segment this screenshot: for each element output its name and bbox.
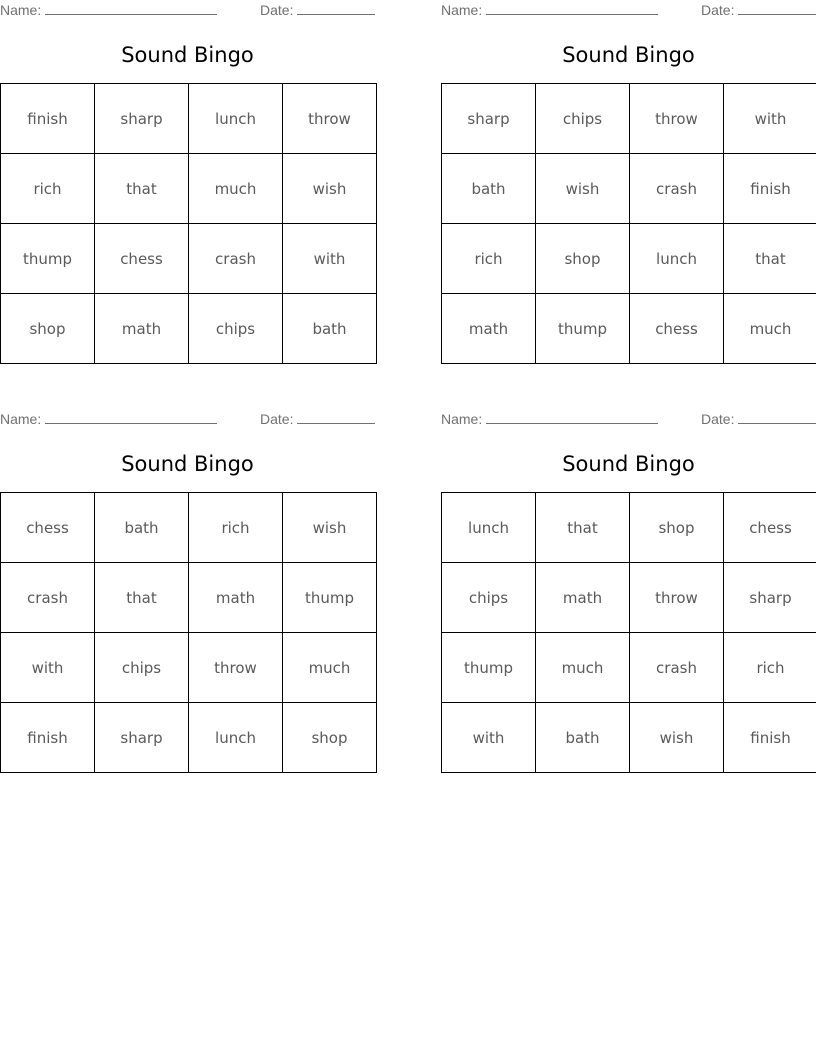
bingo-row: [442, 703, 816, 773]
bingo-row: [442, 633, 816, 703]
bingo-cell[interactable]: shop: [283, 703, 377, 773]
bingo-grid: [441, 83, 816, 364]
bingo-cell[interactable]: crash: [1, 563, 95, 633]
bingo-cell[interactable]: thump: [283, 563, 377, 633]
bingo-cell[interactable]: finish: [1, 84, 95, 154]
bingo-row: [1, 563, 377, 633]
card-title: Sound Bingo: [562, 452, 695, 476]
bingo-cell[interactable]: wish: [630, 703, 724, 773]
date-field[interactable]: [701, 411, 816, 427]
bingo-cell[interactable]: finish: [724, 703, 816, 773]
bingo-cell[interactable]: thump: [536, 294, 630, 364]
bingo-cell[interactable]: crash: [189, 224, 283, 294]
bingo-cell[interactable]: with: [1, 633, 95, 703]
date-field[interactable]: [701, 2, 816, 18]
bingo-cell[interactable]: shop: [1, 294, 95, 364]
bingo-row: [1, 294, 377, 364]
bingo-grid: [441, 492, 816, 773]
bingo-cell[interactable]: lunch: [630, 224, 724, 294]
bingo-cell[interactable]: finish: [724, 154, 816, 224]
bingo-cell[interactable]: with: [724, 84, 816, 154]
bingo-cell[interactable]: chess: [630, 294, 724, 364]
bingo-cell[interactable]: math: [536, 563, 630, 633]
bingo-cell[interactable]: sharp: [442, 84, 536, 154]
card-header: [0, 411, 375, 429]
name-field[interactable]: [441, 2, 658, 18]
bingo-card: [0, 409, 375, 784]
bingo-cell[interactable]: math: [442, 294, 536, 364]
bingo-cell[interactable]: wish: [283, 493, 377, 563]
card-header: [441, 411, 816, 429]
bingo-cell[interactable]: thump: [1, 224, 95, 294]
bingo-cell[interactable]: wish: [283, 154, 377, 224]
card-title: Sound Bingo: [121, 452, 254, 476]
bingo-cell[interactable]: chess: [95, 224, 189, 294]
name-label: Name:: [441, 2, 483, 18]
bingo-row: [442, 224, 816, 294]
bingo-cell[interactable]: sharp: [95, 84, 189, 154]
name-label: Name:: [0, 2, 42, 18]
card-header: [441, 2, 816, 20]
bingo-cell[interactable]: throw: [189, 633, 283, 703]
bingo-cell[interactable]: lunch: [189, 703, 283, 773]
bingo-cell[interactable]: math: [189, 563, 283, 633]
bingo-grid: [0, 83, 377, 364]
bingo-cell[interactable]: that: [95, 563, 189, 633]
bingo-cell[interactable]: sharp: [95, 703, 189, 773]
bingo-cell[interactable]: rich: [189, 493, 283, 563]
name-label: Name:: [441, 411, 483, 427]
bingo-cell[interactable]: much: [189, 154, 283, 224]
bingo-cell[interactable]: rich: [724, 633, 816, 703]
name-label: Name:: [0, 411, 42, 427]
card-title: Sound Bingo: [121, 43, 254, 67]
date-blank-line[interactable]: [297, 2, 375, 15]
bingo-cell[interactable]: shop: [630, 493, 724, 563]
bingo-card: [441, 409, 816, 784]
bingo-row: [1, 493, 377, 563]
bingo-cell[interactable]: wish: [536, 154, 630, 224]
bingo-cell[interactable]: crash: [630, 154, 724, 224]
card-title: Sound Bingo: [562, 43, 695, 67]
name-field[interactable]: [0, 411, 217, 427]
bingo-cell[interactable]: that: [724, 224, 816, 294]
name-blank-line[interactable]: [486, 411, 658, 424]
bingo-card: [0, 0, 375, 375]
bingo-cell[interactable]: throw: [630, 84, 724, 154]
bingo-cell[interactable]: bath: [442, 154, 536, 224]
bingo-cell[interactable]: with: [283, 224, 377, 294]
bingo-row: [1, 84, 377, 154]
name-blank-line[interactable]: [45, 2, 217, 15]
date-label: Date:: [260, 411, 294, 427]
bingo-row: [442, 493, 816, 563]
bingo-cell[interactable]: rich: [442, 224, 536, 294]
bingo-row: [442, 84, 816, 154]
bingo-cell[interactable]: rich: [1, 154, 95, 224]
bingo-cell[interactable]: shop: [536, 224, 630, 294]
bingo-cell[interactable]: throw: [630, 563, 724, 633]
bingo-cell[interactable]: chips: [95, 633, 189, 703]
date-field[interactable]: [260, 2, 375, 18]
bingo-cell[interactable]: crash: [630, 633, 724, 703]
bingo-cell[interactable]: math: [95, 294, 189, 364]
date-label: Date:: [701, 2, 735, 18]
bingo-cell[interactable]: much: [283, 633, 377, 703]
bingo-cell[interactable]: bath: [95, 493, 189, 563]
card-header: [0, 2, 375, 20]
date-blank-line[interactable]: [738, 411, 816, 424]
bingo-row: [1, 703, 377, 773]
bingo-cell[interactable]: bath: [536, 703, 630, 773]
date-blank-line[interactable]: [738, 2, 816, 15]
bingo-cell[interactable]: that: [95, 154, 189, 224]
bingo-row: [442, 563, 816, 633]
bingo-cell[interactable]: lunch: [442, 493, 536, 563]
name-field[interactable]: [441, 411, 658, 427]
bingo-cell[interactable]: thump: [442, 633, 536, 703]
bingo-row: [1, 154, 377, 224]
bingo-cell[interactable]: that: [536, 493, 630, 563]
bingo-cell[interactable]: chess: [724, 493, 816, 563]
bingo-cell[interactable]: sharp: [724, 563, 816, 633]
bingo-cell[interactable]: chips: [189, 294, 283, 364]
bingo-row: [1, 633, 377, 703]
date-blank-line[interactable]: [297, 411, 375, 424]
date-label: Date:: [260, 2, 294, 18]
bingo-cell[interactable]: much: [724, 294, 816, 364]
bingo-cell[interactable]: chips: [536, 84, 630, 154]
name-field[interactable]: [0, 2, 217, 18]
name-blank-line[interactable]: [486, 2, 658, 15]
bingo-cell[interactable]: finish: [1, 703, 95, 773]
bingo-cell[interactable]: with: [442, 703, 536, 773]
bingo-row: [1, 224, 377, 294]
bingo-cell[interactable]: lunch: [189, 84, 283, 154]
bingo-row: [442, 294, 816, 364]
date-label: Date:: [701, 411, 735, 427]
bingo-cell[interactable]: throw: [283, 84, 377, 154]
bingo-card: [441, 0, 816, 375]
name-blank-line[interactable]: [45, 411, 217, 424]
bingo-cell[interactable]: chess: [1, 493, 95, 563]
date-field[interactable]: [260, 411, 375, 427]
bingo-row: [442, 154, 816, 224]
bingo-grid: [0, 492, 377, 773]
bingo-cell[interactable]: much: [536, 633, 630, 703]
bingo-cell[interactable]: bath: [283, 294, 377, 364]
bingo-cell[interactable]: chips: [442, 563, 536, 633]
